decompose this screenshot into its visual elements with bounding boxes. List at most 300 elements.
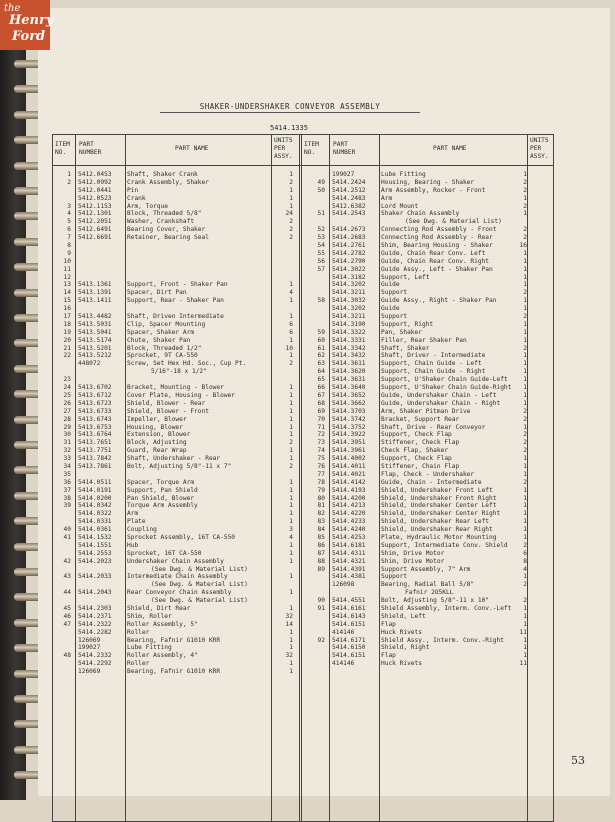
cell-name: (See Dwg. & Material List): [151, 565, 248, 573]
cell-name: Flap: [381, 620, 396, 628]
cell-part: 5413.5212: [78, 352, 112, 360]
cell-item: 32: [63, 447, 71, 455]
cell-item: 30: [63, 431, 71, 439]
cell-name: Connecting Rod Assembly - Front: [381, 226, 497, 234]
cell-units: 16: [519, 242, 527, 250]
cell-item: 9: [67, 249, 71, 257]
cell-item: 49: [317, 178, 325, 186]
cell-units: 2: [523, 439, 527, 447]
hdr-item-r: ITEM NO.: [304, 141, 319, 156]
table-row: [53, 416, 297, 424]
table-row: [301, 321, 553, 329]
cell-units: 2: [523, 431, 527, 439]
cell-part: 5412.0992: [78, 178, 112, 186]
cell-units: 1: [289, 494, 293, 502]
cell-name: Shield, Undershaker Rear Left: [381, 518, 490, 526]
cell-part: 5414.4253: [332, 533, 366, 541]
cell-part: 5414.3631: [332, 376, 366, 384]
cell-units: 2: [523, 581, 527, 589]
cell-item: 89: [317, 565, 325, 573]
table-row: [53, 242, 297, 250]
cell-item: 35: [63, 470, 71, 478]
table-row: [301, 644, 553, 652]
logo-ford: Ford: [12, 29, 46, 44]
cell-name: Housing, Bearing - Shaker: [381, 178, 475, 186]
cell-item: 75: [317, 455, 325, 463]
cell-units: 1: [523, 391, 527, 399]
cell-item: 47: [63, 620, 71, 628]
cell-name: Support, Check Flap: [381, 455, 452, 463]
cell-part: 5414.2043: [78, 589, 112, 597]
table-row: [301, 463, 553, 471]
cell-part: 5414.3202: [332, 281, 366, 289]
cell-name: Bearing Cover, Shaker: [127, 226, 206, 234]
cell-item: 43: [63, 573, 71, 581]
table-row: [53, 589, 297, 597]
cell-units: 2: [289, 178, 293, 186]
cell-units: 1: [289, 202, 293, 210]
table-row: [53, 550, 297, 558]
cell-item: 74: [317, 447, 325, 455]
cell-name: Huck Rivets: [381, 660, 422, 668]
cell-part: 5413.7651: [78, 439, 112, 447]
cell-part: 5414.0191: [78, 486, 112, 494]
table-row: [53, 526, 297, 534]
cell-name: Block, Threaded 1/2": [127, 344, 202, 352]
table-row: [53, 487, 297, 495]
cell-name: Shield Assembly, Interm. Conv.-Left: [381, 604, 512, 612]
cell-item: 54: [317, 242, 325, 250]
cell-units: 1: [523, 573, 527, 581]
cell-part: 5414.0361: [78, 526, 112, 534]
cell-part: 5414.3703: [332, 407, 366, 415]
table-row: [301, 242, 553, 250]
cell-part: 5414.6161: [332, 604, 366, 612]
cell-part: 5414.2761: [332, 242, 366, 250]
cell-units: 1: [523, 423, 527, 431]
cell-item: 63: [317, 360, 325, 368]
table-row: [301, 573, 553, 581]
cell-item: 48: [63, 652, 71, 660]
cell-name: Bearing, Fafnir G1010 KRR: [127, 668, 221, 676]
cell-part: 5414.3022: [332, 265, 366, 273]
table-row: [53, 360, 297, 368]
table-row: [53, 384, 297, 392]
cell-part: 5414.3032: [332, 297, 366, 305]
cell-part: 414146: [332, 628, 355, 636]
table-row: [301, 652, 553, 660]
cell-part: 5414.3951: [332, 439, 366, 447]
cell-part: 5413.6733: [78, 407, 112, 415]
cell-item: 6: [67, 226, 71, 234]
table-row: [53, 234, 297, 242]
cell-name: Shield, Undershaker Rear Right: [381, 526, 493, 534]
cell-item: 69: [317, 407, 325, 415]
cell-units: 1: [289, 431, 293, 439]
cell-part: 5414.4220: [332, 510, 366, 518]
cell-units: 1: [289, 478, 293, 486]
cell-item: 12: [63, 273, 71, 281]
table-row: [301, 424, 553, 432]
cell-units: 1: [289, 313, 293, 321]
table-row: [53, 329, 297, 337]
cell-name: Shield, Dirt Rear: [127, 604, 191, 612]
table-row: [301, 431, 553, 439]
cell-units: 1: [289, 423, 293, 431]
cell-part: 5414.4200: [332, 494, 366, 502]
table-row: [301, 368, 553, 376]
cell-name: Support, Chain Guide - Left: [381, 360, 482, 368]
cell-part: 5412.6382: [332, 202, 366, 210]
henry-ford-logo: [0, 0, 54, 50]
cell-item: 66: [317, 384, 325, 392]
cell-item: 60: [317, 336, 325, 344]
cell-name: Undershaker Chain Assembly: [127, 557, 224, 565]
cell-name: Shield, Blower - Front: [127, 407, 209, 415]
cell-units: 32: [285, 612, 293, 620]
cell-name: Sprocket, 9T CA-550: [127, 352, 198, 360]
cell-units: 1: [523, 486, 527, 494]
cell-item: 13: [63, 281, 71, 289]
cell-item: 76: [317, 462, 325, 470]
cell-units: 1: [523, 194, 527, 202]
cell-item: 24: [63, 384, 71, 392]
cell-name: Shim, Bearing Housing - Shaker: [381, 242, 493, 250]
cell-units: 1: [289, 510, 293, 518]
cell-part: 5414.2424: [332, 178, 366, 186]
cell-part: 5414.3922: [332, 431, 366, 439]
cell-part: 5414.4213: [332, 502, 366, 510]
cell-name: Hub: [127, 541, 139, 549]
cell-units: 1: [523, 376, 527, 384]
cell-item: 61: [317, 344, 325, 352]
cell-units: 1: [289, 399, 293, 407]
cell-units: 1: [523, 320, 527, 328]
cell-item: 85: [317, 533, 325, 541]
table-row: [301, 179, 553, 187]
table-row: [301, 392, 553, 400]
table-row: [301, 171, 553, 179]
cell-item: 37: [63, 486, 71, 494]
table-row: [301, 550, 553, 558]
cell-part: 5414.4240: [332, 526, 366, 534]
cell-units: 2: [523, 415, 527, 423]
cell-name: Support: [381, 573, 408, 581]
cell-item: 17: [63, 313, 71, 321]
cell-name: Roller Assembly, 5": [127, 620, 198, 628]
table-row: [301, 360, 553, 368]
cell-units: 4: [289, 533, 293, 541]
cell-units: 1: [523, 384, 527, 392]
cell-name: Shim, Drive Motor: [381, 549, 445, 557]
cell-item: 46: [63, 612, 71, 620]
cell-units: 1: [289, 297, 293, 305]
cell-part: 5414.3662: [332, 399, 366, 407]
cell-units: 1: [289, 502, 293, 510]
cell-name: (See Dwg. & Material List): [405, 218, 502, 226]
cell-part: 5413.6712: [78, 391, 112, 399]
cell-part: 5414.2782: [332, 249, 366, 257]
cell-item: 83: [317, 518, 325, 526]
cell-name: Shield, Undershaker Center Left: [381, 502, 497, 510]
cell-units: 1: [523, 399, 527, 407]
cell-part: 5413.7842: [78, 455, 112, 463]
cell-name: Pin: [127, 186, 139, 194]
table-row: [53, 581, 297, 589]
cell-part: 5414.3190: [332, 320, 366, 328]
hdr-part-name-r: PART NAME: [433, 145, 467, 152]
cell-part: 5414.3211: [332, 313, 366, 321]
table-row: [301, 250, 553, 258]
cell-item: 82: [317, 510, 325, 518]
cell-item: 15: [63, 297, 71, 305]
page-title: SHAKER-UNDERSHAKER CONVEYOR ASSEMBLY: [160, 102, 420, 113]
cell-units: 11: [519, 628, 527, 636]
table-row: [301, 558, 553, 566]
cell-name: Huck Rivets: [381, 628, 422, 636]
cell-part: 5413.6702: [78, 384, 112, 392]
cell-item: 8: [67, 242, 71, 250]
cell-name: Crank: [127, 194, 146, 202]
cell-units: 1: [289, 186, 293, 194]
hdr-part-name: PART NAME: [175, 145, 209, 152]
table-row: [53, 455, 297, 463]
cell-part: 199027: [78, 644, 101, 652]
cell-name: Guide: [381, 281, 400, 289]
table-row: [301, 621, 553, 629]
cell-name: Washer, Crankshaft: [127, 218, 195, 226]
cell-part: 5414.4002: [332, 455, 366, 463]
cell-units: 2: [289, 234, 293, 242]
cell-item: 65: [317, 376, 325, 384]
cell-units: 2: [289, 360, 293, 368]
cell-part: 5412.1301: [78, 210, 112, 218]
table-row: [301, 297, 553, 305]
cell-part: 5414.3611: [332, 360, 366, 368]
cell-name: Cover Plate, Housing - Blower: [127, 391, 236, 399]
table-row: [53, 281, 297, 289]
table-row: [301, 234, 553, 242]
cell-units: 1: [523, 620, 527, 628]
cell-name: Connecting Rod Assembly - Rear: [381, 234, 493, 242]
cell-units: 1: [523, 171, 527, 178]
cell-units: 1: [289, 391, 293, 399]
table-row: [53, 652, 297, 660]
cell-units: 2: [523, 289, 527, 297]
table-row: [301, 510, 553, 518]
cell-item: 62: [317, 352, 325, 360]
cell-name: 5/16"-18 x 1/2": [151, 368, 207, 376]
cell-units: 2: [289, 462, 293, 470]
table-row: [301, 384, 553, 392]
cell-units: 10: [285, 344, 293, 352]
cell-name: Lube Fitting: [127, 644, 172, 652]
table-row: [53, 424, 297, 432]
cell-name: Arm Assembly, Rocker - Front: [381, 186, 486, 194]
table-row: [301, 518, 553, 526]
cell-name: Support, Front - Shaker Pan: [127, 281, 228, 289]
cell-name: Guide, Chain Rear Conv. Right: [381, 257, 490, 265]
cell-item: 44: [63, 589, 71, 597]
table-row: [53, 566, 297, 574]
cell-units: 1: [289, 384, 293, 392]
cell-item: 23: [63, 376, 71, 384]
cell-item: 50: [317, 186, 325, 194]
table-row: [53, 408, 297, 416]
table-row: [53, 629, 297, 637]
cell-item: 88: [317, 557, 325, 565]
cell-part: 5414.2033: [78, 573, 112, 581]
cell-units: 1: [523, 328, 527, 336]
cell-units: 1: [523, 257, 527, 265]
cell-part: 5414.0200: [78, 494, 112, 502]
cell-item: 16: [63, 305, 71, 313]
cell-name: Shaft, Undershaker - Rear: [127, 455, 221, 463]
cell-name: Bracket, Mounting - Blower: [127, 384, 224, 392]
cell-units: 1: [289, 636, 293, 644]
table-row: [53, 510, 297, 518]
cell-item: 73: [317, 439, 325, 447]
cell-item: 59: [317, 328, 325, 336]
cell-name: Stiffener, Chain Flap: [381, 462, 460, 470]
logo-the: the: [4, 3, 21, 14]
table-row: [301, 637, 553, 645]
cell-item: 58: [317, 297, 325, 305]
cell-part: 5413.5174: [78, 336, 112, 344]
table-row: [53, 637, 297, 645]
hdr-units-r: UNITS PER ASSY.: [530, 137, 549, 160]
cell-item: 55: [317, 249, 325, 257]
cell-units: 2: [523, 178, 527, 186]
table-row: [53, 542, 297, 550]
cell-units: 1: [523, 265, 527, 273]
table-row: [53, 218, 297, 226]
cell-name: Bolt, Adjusting 5/8"-11 x 10": [381, 597, 490, 605]
table-row: [53, 187, 297, 195]
cell-part: 5412.0441: [78, 186, 112, 194]
cell-name: Block, Adjusting: [127, 439, 187, 447]
cell-item: 84: [317, 526, 325, 534]
cell-name: Guard, Rear Wrap: [127, 447, 187, 455]
cell-part: 5413.1361: [78, 281, 112, 289]
cell-part: 5414.4311: [332, 549, 366, 557]
cell-name: Shaft, Driven Intermediate: [127, 313, 224, 321]
cell-name: Shield, Undershaker Center Right: [381, 510, 501, 518]
table-row: [301, 526, 553, 534]
cell-part: 5414.2322: [78, 620, 112, 628]
cell-name: Guide, Undershaker Chain - Right: [381, 399, 501, 407]
left-column-rows: [53, 171, 297, 676]
cell-units: 1: [289, 604, 293, 612]
cell-part: 5414.0511: [78, 478, 112, 486]
cell-part: 5414.2553: [78, 549, 112, 557]
table-row: [301, 313, 553, 321]
cell-part: 5414.2303: [78, 604, 112, 612]
cell-name: Impeller, Blower: [127, 415, 187, 423]
cell-units: 2: [523, 478, 527, 486]
cell-name: Spacer, Torque Arm: [127, 478, 195, 486]
cell-name: Pan Shield, Blower: [127, 494, 195, 502]
cell-part: 5413.1411: [78, 297, 112, 305]
cell-name: Support: [381, 289, 408, 297]
table-row: [301, 629, 553, 637]
cell-part: 5414.3752: [332, 423, 366, 431]
cell-part: 5414.1551: [78, 541, 112, 549]
cell-item: 27: [63, 407, 71, 415]
table-row: [53, 479, 297, 487]
table-row: [53, 534, 297, 542]
cell-name: Guide, Chain - Intermediate: [381, 478, 482, 486]
cell-part: 448072: [78, 360, 101, 368]
cell-item: 81: [317, 502, 325, 510]
cell-name: Pan, Shaker: [381, 328, 422, 336]
cell-part: 5414.3182: [332, 273, 366, 281]
cell-item: 4: [67, 210, 71, 218]
table-row: [301, 471, 553, 479]
table-row: [301, 266, 553, 274]
cell-units: 2: [523, 541, 527, 549]
cell-item: 5: [67, 218, 71, 226]
table-row: [301, 345, 553, 353]
cell-name: Clip, Spacer Mounting: [127, 320, 206, 328]
cell-name: Support, Intermediate Conv. Shield: [381, 541, 508, 549]
cell-units: 4: [289, 289, 293, 297]
cell-part: 5414.4193: [332, 486, 366, 494]
cell-part: 5414.2512: [332, 186, 366, 194]
cell-item: 56: [317, 257, 325, 265]
table-row: [301, 281, 553, 289]
cell-item: 36: [63, 478, 71, 486]
cell-item: 42: [63, 557, 71, 565]
table-row: [53, 171, 297, 179]
table-row: [301, 337, 553, 345]
cell-name: Crank Assembly, Shaker: [127, 178, 209, 186]
cell-part: 126069: [78, 668, 101, 676]
cell-name: Shield, Right: [381, 644, 430, 652]
cell-part: 5414.0342: [78, 502, 112, 510]
table-row: [53, 258, 297, 266]
table-row: [53, 463, 297, 471]
cell-name: Bearing, Fafnir G1010 KRR: [127, 636, 221, 644]
cell-name: Shield, Left: [381, 612, 426, 620]
cell-units: 2: [523, 597, 527, 605]
cell-units: 1: [289, 628, 293, 636]
cell-name: Intermediate Chain Assembly: [127, 573, 228, 581]
cell-name: Roller: [127, 628, 150, 636]
table-row: [53, 376, 297, 384]
table-row: [53, 305, 297, 313]
cell-part: 5414.4381: [332, 573, 366, 581]
cell-name: Support, Pan Shield: [127, 486, 198, 494]
cell-item: 71: [317, 423, 325, 431]
cell-units: 1: [523, 360, 527, 368]
cell-units: 32: [285, 652, 293, 660]
hdr-part-number: PART NUMBER: [79, 141, 102, 156]
cell-units: 11: [519, 660, 527, 668]
cell-units: 1: [523, 297, 527, 305]
table-row: [53, 558, 297, 566]
cell-part: 5413.6753: [78, 423, 112, 431]
cell-units: 1: [523, 533, 527, 541]
cell-part: 5414.2371: [78, 612, 112, 620]
table-row: [301, 210, 553, 218]
cell-units: 6: [289, 328, 293, 336]
cell-name: Housing, Blower: [127, 423, 183, 431]
cell-part: 5414.3342: [332, 344, 366, 352]
cell-item: 64: [317, 368, 325, 376]
cell-units: 1: [523, 652, 527, 660]
cell-part: 5414.4021: [332, 470, 366, 478]
